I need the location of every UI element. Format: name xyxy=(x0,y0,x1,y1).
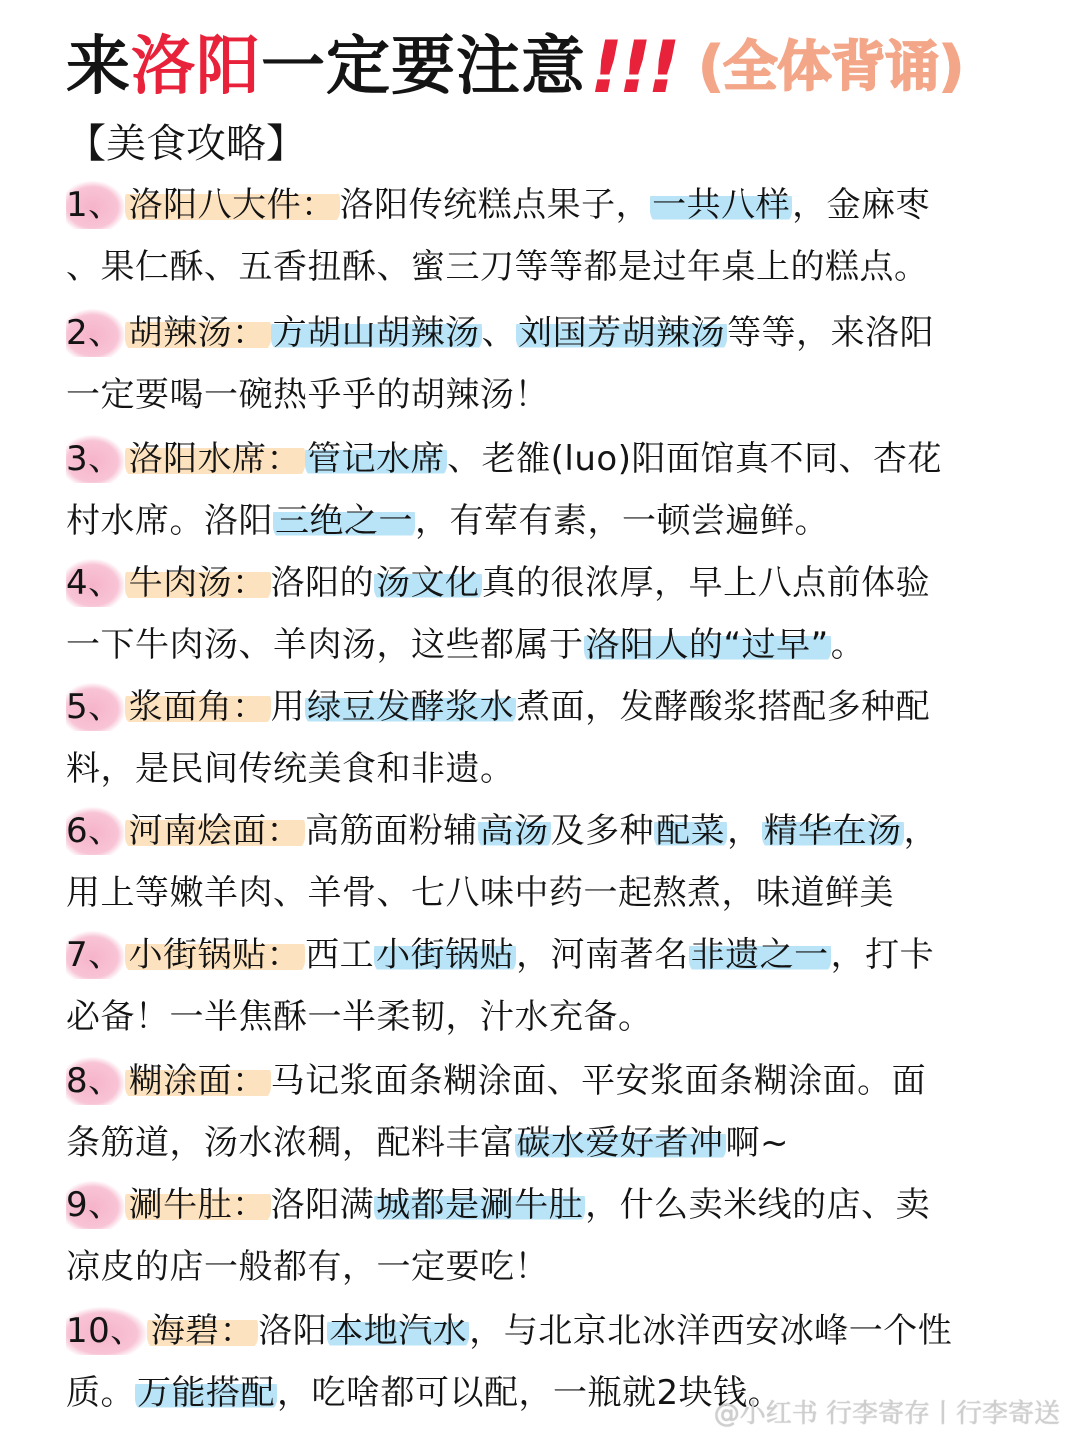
item-number: 4、 xyxy=(66,559,125,607)
highlight-phrase: 管记水席 xyxy=(307,439,446,479)
description-text: 一定要喝一碗热乎乎的胡辣汤！ xyxy=(66,375,549,415)
dish-name-colon: ： xyxy=(232,687,267,727)
description-text: 。 xyxy=(830,625,866,665)
title-city: 洛阳 xyxy=(131,30,261,104)
dish-name xyxy=(147,1311,259,1351)
description-text: 必备！一半焦酥一半柔韧，汁水充备。 xyxy=(66,997,653,1037)
dish-name xyxy=(125,185,340,225)
dish-name xyxy=(125,687,271,727)
food-item-line-1 xyxy=(66,800,1016,862)
description-text: 凉皮的店一般都有，一定要吃！ xyxy=(66,1247,549,1287)
food-item-line-1 xyxy=(66,924,1016,986)
food-item-line-1 xyxy=(66,552,1016,614)
description-text: 啊~ xyxy=(725,1123,789,1163)
description-text: 及多种 xyxy=(550,811,655,851)
dish-name xyxy=(125,313,271,353)
food-item-line-1 xyxy=(66,676,1016,738)
highlight-phrase: 绿豆发酵浆水 xyxy=(307,687,515,727)
title-lead: 来 xyxy=(66,30,131,104)
description-text: 条筋道，汤水浓稠，配料丰富 xyxy=(66,1123,515,1163)
dish-name-colon: ： xyxy=(266,935,302,975)
food-item-line-2 xyxy=(66,862,1016,924)
description-text: 等等，来洛阳 xyxy=(727,313,935,353)
description-text: 用上等嫩羊肉、羊骨、七八味中药一起熬煮，味道鲜美 xyxy=(66,873,894,913)
item-number: 5、 xyxy=(66,683,125,731)
dish-name-text: 胡辣汤 xyxy=(128,313,233,353)
highlight-phrase: 洛阳人的“过早” xyxy=(585,625,829,665)
dish-name-text: 牛肉汤 xyxy=(128,563,233,603)
highlight-phrase: 小街锅贴 xyxy=(376,935,515,975)
description-text: 马记浆面条糊涂面、平安浆面条糊涂面。面 xyxy=(270,1061,927,1101)
item-number: 3、 xyxy=(66,435,125,483)
dish-name xyxy=(125,439,306,479)
description-text: 洛阳传统糕点果子， xyxy=(339,185,651,225)
food-item-line-2 xyxy=(66,236,1016,298)
highlight-phrase: 汤文化 xyxy=(376,563,480,603)
description-text: ， xyxy=(727,811,762,851)
description-text: ，河南著名 xyxy=(516,935,689,975)
dish-name-text: 小街锅贴 xyxy=(128,935,267,975)
food-item xyxy=(66,174,1016,298)
highlight-phrase: 三绝之一 xyxy=(275,501,413,541)
dish-name-colon: ： xyxy=(232,1061,267,1101)
highlight-phrase: 方胡山胡辣汤 xyxy=(272,313,480,353)
description-text: 真的很浓厚，早上八点前体验 xyxy=(481,563,931,603)
highlight-phrase: 万能搭配 xyxy=(137,1373,275,1413)
description-text: 村水席。洛阳 xyxy=(66,501,273,541)
description-text: 西工 xyxy=(305,935,375,975)
highlight-phrase: 碳水爱好者冲 xyxy=(516,1123,724,1163)
description-text: 洛阳的 xyxy=(270,563,375,603)
food-item xyxy=(66,924,1016,1048)
description-text: 煮面，发酵酸浆搭配多种配 xyxy=(516,687,931,727)
description-text: ， xyxy=(903,811,939,851)
description-text: 、 xyxy=(481,313,517,353)
description-text: 高筋面粉辅 xyxy=(305,811,478,851)
food-item xyxy=(66,676,1016,800)
watermark: @小红书 行李寄存丨行李寄送 xyxy=(713,1399,1060,1429)
description-text: 质。 xyxy=(66,1373,135,1413)
description-text: 一下牛肉汤、羊肉汤，这些都属于 xyxy=(66,625,584,665)
food-item-line-1 xyxy=(66,302,1016,364)
dish-name-colon: ： xyxy=(232,1185,267,1225)
food-item-line-1 xyxy=(66,1050,1016,1112)
item-number: 7、 xyxy=(66,931,125,979)
food-item xyxy=(66,552,1016,676)
item-number: 1、 xyxy=(66,181,125,229)
description-text: 料，是民间传统美食和非遗。 xyxy=(66,749,515,789)
title-tag: (全体背诵) xyxy=(698,35,964,98)
dish-name-text: 洛阳水席 xyxy=(128,439,267,479)
description-text: ，吃啥都可以配，一瓶就2块钱。 xyxy=(277,1373,783,1413)
dish-name-text: 糊涂面 xyxy=(128,1061,233,1101)
description-text: 、老雒(luo)阳面馆真不同、杏花 xyxy=(447,439,942,479)
dish-name xyxy=(125,1061,271,1101)
dish-name-text: 浆面角 xyxy=(128,687,233,727)
dish-name xyxy=(125,935,306,975)
item-number: 8、 xyxy=(66,1057,125,1105)
dish-name xyxy=(125,563,271,603)
dish-name-colon: ： xyxy=(232,563,267,603)
dish-name-text: 河南烩面 xyxy=(128,811,267,851)
description-text: ，打卡 xyxy=(830,935,935,975)
food-item xyxy=(66,302,1016,426)
food-item-line-1 xyxy=(66,174,1016,236)
highlight-phrase: 本地汽水 xyxy=(329,1311,468,1351)
description-text: ，与北京北冰洋西安冰峰一个性 xyxy=(469,1311,953,1351)
dish-name xyxy=(125,811,306,851)
dish-name-colon: ： xyxy=(266,439,302,479)
food-item-line-2 xyxy=(66,1236,1016,1298)
description-text: 、果仁酥、五香扭酥、蜜三刀等等都是过年桌上的糕点。 xyxy=(66,247,929,287)
description-text: ，金麻枣 xyxy=(792,185,931,225)
food-item-line-1 xyxy=(66,1174,1016,1236)
food-item-line-2 xyxy=(66,490,1016,552)
description-text: 洛阳满 xyxy=(270,1185,375,1225)
food-item xyxy=(66,1174,1016,1298)
title-exclamations: !!! xyxy=(590,25,677,109)
highlight-phrase: 高汤 xyxy=(479,811,549,851)
dish-name-colon: ： xyxy=(266,811,302,851)
description-text: 用 xyxy=(270,687,306,727)
highlight-phrase: 城都是涮牛肚 xyxy=(376,1185,584,1225)
food-item-line-2 xyxy=(66,614,1016,676)
highlight-phrase: 精华在汤 xyxy=(763,811,902,851)
description-text: ，什么卖米线的店、卖 xyxy=(585,1185,931,1225)
food-item-line-2 xyxy=(66,738,1016,800)
food-item-line-2 xyxy=(66,1112,1016,1174)
description-text: 洛阳 xyxy=(258,1311,328,1351)
dish-name-colon: ： xyxy=(301,185,336,225)
highlight-phrase: 配菜 xyxy=(656,811,726,851)
food-item-line-2 xyxy=(66,986,1016,1048)
section-heading: 【美食攻略】 xyxy=(66,121,306,167)
food-item xyxy=(66,800,1016,924)
dish-name-text: 洛阳八大件 xyxy=(128,185,302,225)
page-title xyxy=(66,22,964,112)
dish-name-colon: ： xyxy=(219,1311,255,1351)
item-number: 6、 xyxy=(66,807,125,855)
dish-name-colon: ： xyxy=(232,313,267,353)
item-number: 10、 xyxy=(66,1307,147,1355)
food-item xyxy=(66,428,1016,552)
item-number: 9、 xyxy=(66,1181,125,1229)
food-item-line-1 xyxy=(66,1300,1016,1362)
item-number: 2、 xyxy=(66,309,125,357)
highlight-phrase: 刘国芳胡辣汤 xyxy=(518,313,726,353)
food-item-line-2 xyxy=(66,364,1016,426)
highlight-phrase: 一共八样 xyxy=(652,185,791,225)
dish-name-text: 涮牛肚 xyxy=(128,1185,233,1225)
dish-name xyxy=(125,1185,271,1225)
title-rest: 一定要注意 xyxy=(261,30,586,104)
dish-name-text: 海碧 xyxy=(150,1311,220,1351)
food-item-line-1 xyxy=(66,428,1016,490)
highlight-phrase: 非遗之一 xyxy=(690,935,829,975)
description-text: ，有荤有素，一顿尝遍鲜。 xyxy=(415,501,829,541)
food-item xyxy=(66,1050,1016,1174)
